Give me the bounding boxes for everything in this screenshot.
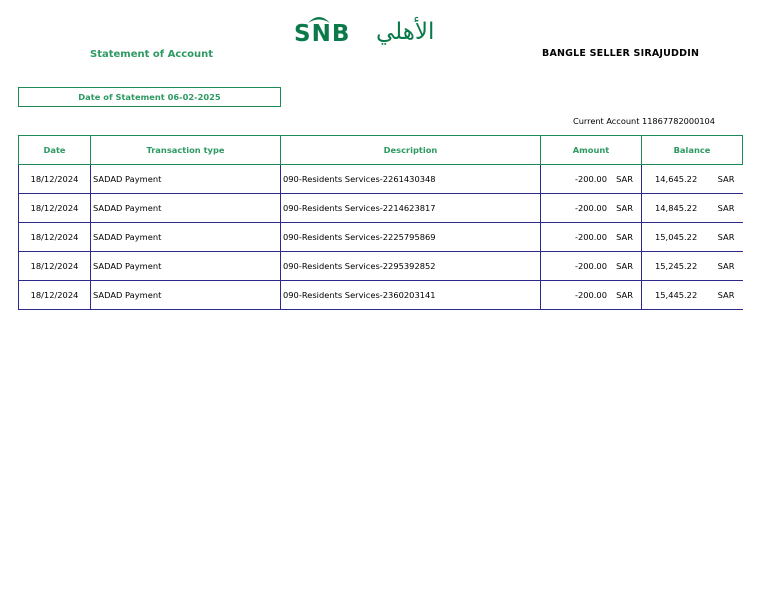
balance-value: 14,645.22 <box>655 174 698 184</box>
cell-description: 090-Residents Services-2261430348 <box>281 165 541 194</box>
amount-value: -200.00 <box>574 261 607 271</box>
balance-currency: SAR <box>717 174 735 184</box>
amount-currency: SAR <box>616 261 633 271</box>
table-row <box>19 281 743 310</box>
table-row <box>19 252 743 281</box>
customer-name: BANGLE SELLER SIRAJUDDIN <box>542 48 700 59</box>
cell-amount <box>541 281 642 310</box>
cell-transaction-type: SADAD Payment <box>91 223 281 252</box>
amount-value: -200.00 <box>574 203 607 213</box>
cell-description: 090-Residents Services-2214623817 <box>281 194 541 223</box>
cell-amount <box>541 223 642 252</box>
amount-currency: SAR <box>616 203 633 213</box>
balance-value: 15,045.22 <box>655 232 698 242</box>
balance-value: 15,445.22 <box>655 290 698 300</box>
column-header-description: Description <box>281 136 541 165</box>
table-row <box>19 165 743 194</box>
statement-date: Date of Statement 06-02-2025 <box>78 92 221 102</box>
cell-amount <box>541 252 642 281</box>
cell-balance <box>642 252 743 281</box>
cell-date: 18/12/2024 <box>19 223 91 252</box>
balance-value: 15,245.22 <box>655 261 698 271</box>
cell-date: 18/12/2024 <box>19 165 91 194</box>
balance-currency: SAR <box>717 203 735 213</box>
balance-currency: SAR <box>717 261 735 271</box>
cell-description: 090-Residents Services-2360203141 <box>281 281 541 310</box>
brand-name: SNB <box>294 21 351 47</box>
cell-transaction-type: SADAD Payment <box>91 194 281 223</box>
cell-amount <box>541 165 642 194</box>
column-header-balance: Balance <box>642 136 743 165</box>
cell-transaction-type: SADAD Payment <box>91 165 281 194</box>
cell-date: 18/12/2024 <box>19 252 91 281</box>
amount-currency: SAR <box>616 232 633 242</box>
cell-date: 18/12/2024 <box>19 281 91 310</box>
cell-date: 18/12/2024 <box>19 194 91 223</box>
amount-currency: SAR <box>616 290 633 300</box>
balance-currency: SAR <box>717 232 735 242</box>
cell-balance <box>642 281 743 310</box>
transactions-table <box>18 135 743 310</box>
balance-currency: SAR <box>717 290 735 300</box>
statement-title: Statement of Account <box>90 49 214 60</box>
cell-description: 090-Residents Services-2225795869 <box>281 223 541 252</box>
cell-amount <box>541 194 642 223</box>
amount-currency: SAR <box>616 174 633 184</box>
amount-value: -200.00 <box>574 174 607 184</box>
table-row <box>19 223 743 252</box>
column-header-amount: Amount <box>541 136 642 165</box>
amount-value: -200.00 <box>574 290 607 300</box>
column-header-transaction-type: Transaction type <box>91 136 281 165</box>
cell-balance <box>642 223 743 252</box>
statement-date-box <box>18 87 281 107</box>
cell-transaction-type: SADAD Payment <box>91 252 281 281</box>
cell-transaction-type: SADAD Payment <box>91 281 281 310</box>
cell-balance <box>642 165 743 194</box>
table-header-row <box>19 136 743 165</box>
account-number: Current Account 11867782000104 <box>573 116 715 126</box>
balance-value: 14,845.22 <box>655 203 698 213</box>
column-header-date: Date <box>19 136 91 165</box>
cell-description: 090-Residents Services-2295392852 <box>281 252 541 281</box>
brand-arabic-name: الأهلي <box>376 19 435 45</box>
bank-logo <box>292 12 462 46</box>
amount-value: -200.00 <box>574 232 607 242</box>
table-row <box>19 194 743 223</box>
cell-balance <box>642 194 743 223</box>
